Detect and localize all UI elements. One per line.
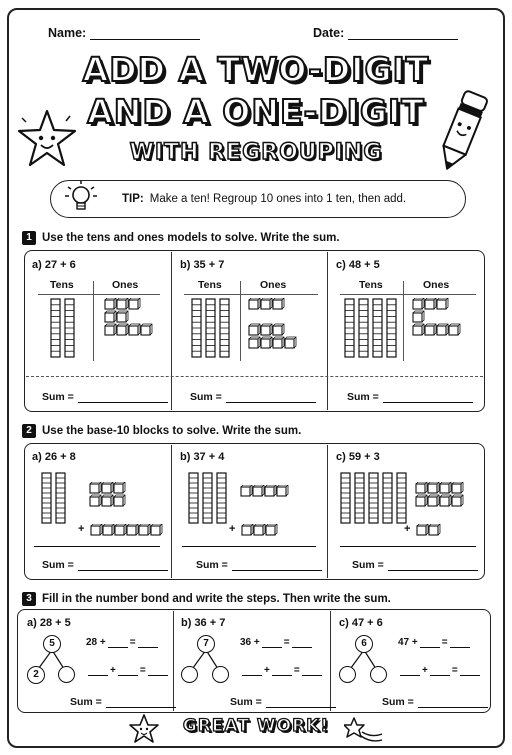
s2-a-tens-rods bbox=[41, 472, 71, 524]
unit-cube bbox=[129, 300, 138, 309]
footer-banner: GREAT WORK! bbox=[182, 716, 330, 736]
unit-cube bbox=[90, 484, 99, 493]
s1-c-ones-header: Ones bbox=[423, 279, 450, 291]
s1-c-tens-rods bbox=[344, 298, 402, 358]
date-label: Date: bbox=[313, 26, 345, 40]
s3-b-step-2-equals: = bbox=[293, 665, 300, 676]
s1-a-ones-blocks bbox=[104, 298, 164, 358]
section-1-instruction: Use the tens and ones models to solve. Write the sum. bbox=[42, 232, 340, 244]
s2-a-sum-label: Sum = bbox=[42, 559, 74, 571]
section-2-divider-1 bbox=[171, 445, 172, 578]
unit-cube bbox=[117, 326, 126, 335]
s3-b-step-1[interactable] bbox=[240, 637, 314, 648]
s3-b-bond-left[interactable] bbox=[181, 666, 198, 683]
s2-a-sum[interactable] bbox=[42, 559, 168, 571]
shooting-star-icon bbox=[344, 712, 384, 746]
s2-c-plus: + bbox=[404, 523, 411, 535]
unit-cube bbox=[102, 484, 111, 493]
unit-cube bbox=[425, 300, 434, 309]
s2-b-sum[interactable] bbox=[196, 559, 322, 571]
unit-cube bbox=[129, 326, 138, 335]
s2-b-plus: + bbox=[229, 523, 236, 535]
s3-c-bond-right[interactable] bbox=[370, 666, 387, 683]
s1-c-answer-line[interactable] bbox=[383, 402, 473, 403]
s3-c-answer-line[interactable] bbox=[418, 707, 488, 708]
s1-c-tens-header: Tens bbox=[359, 279, 383, 291]
unit-cube bbox=[416, 497, 425, 506]
s3-a-step-1[interactable] bbox=[86, 637, 160, 648]
s1-b-sum-label: Sum = bbox=[190, 391, 222, 403]
s2-b-added-ones bbox=[241, 524, 281, 538]
unit-cube bbox=[273, 326, 282, 335]
s3-c-bond-left[interactable] bbox=[339, 666, 356, 683]
s1-a-sum[interactable] bbox=[42, 391, 168, 403]
s3-b-bond-top: 7 bbox=[197, 635, 215, 653]
s3-a-step-1-text: 28 + bbox=[86, 637, 106, 648]
unit-cube bbox=[413, 313, 422, 322]
s3-c-step-2[interactable] bbox=[398, 665, 482, 676]
star-mascot-icon bbox=[16, 108, 78, 170]
s3-b-sum[interactable] bbox=[230, 696, 336, 708]
unit-cube bbox=[249, 326, 258, 335]
s3-b-step-1-equals: = bbox=[283, 637, 290, 648]
unit-cube bbox=[452, 484, 461, 493]
unit-cube bbox=[413, 300, 422, 309]
s2-b-sum-label: Sum = bbox=[196, 559, 228, 571]
s3-problem-a-label: a) 28 + 5 bbox=[27, 617, 71, 629]
s1-b-tens-header: Tens bbox=[198, 279, 222, 291]
s3-a-sum-label: Sum = bbox=[70, 696, 102, 708]
s2-a-plus: + bbox=[78, 523, 85, 535]
name-line[interactable] bbox=[90, 39, 200, 40]
title-line-2: AND A ONE-DIGIT bbox=[87, 92, 425, 131]
s1-c-sum-label: Sum = bbox=[347, 391, 379, 403]
s2-b-ones-blocks bbox=[240, 485, 290, 499]
unit-cube bbox=[261, 300, 270, 309]
unit-cube bbox=[102, 497, 111, 506]
s3-a-step-2[interactable] bbox=[86, 665, 170, 676]
unit-cube bbox=[437, 300, 446, 309]
unit-cube bbox=[127, 526, 136, 535]
date-line[interactable] bbox=[348, 39, 458, 40]
unit-cube bbox=[416, 484, 425, 493]
s2-a-answer-line[interactable] bbox=[78, 570, 168, 571]
s3-c-step-2-plus: + bbox=[422, 665, 428, 676]
unit-cube bbox=[428, 484, 437, 493]
s2-a-work-line[interactable] bbox=[34, 546, 160, 547]
section-3-instruction: Fill in the number bond and write the steps. Then write the sum. bbox=[42, 593, 391, 605]
unit-cube bbox=[115, 526, 124, 535]
section-2-number: 2 bbox=[22, 424, 36, 438]
s2-problem-c-label: c) 59 + 3 bbox=[336, 451, 380, 463]
unit-cube bbox=[141, 326, 150, 335]
unit-cube bbox=[139, 526, 148, 535]
s3-b-step-2[interactable] bbox=[240, 665, 324, 676]
unit-cube bbox=[105, 300, 114, 309]
section-2-heading bbox=[22, 424, 301, 438]
s2-c-added-ones bbox=[416, 524, 446, 538]
title-line-3: WITH REGROUPING bbox=[129, 140, 383, 165]
s1-a-table-line bbox=[38, 294, 160, 295]
unit-cube bbox=[273, 300, 282, 309]
unit-cube bbox=[429, 526, 438, 535]
s3-a-bond-right[interactable] bbox=[58, 666, 75, 683]
unit-cube bbox=[273, 339, 282, 348]
unit-cube bbox=[261, 326, 270, 335]
s1-a-tens-rods bbox=[50, 298, 80, 358]
title-line-1: ADD A TWO-DIGIT bbox=[82, 50, 430, 89]
s3-b-bond-right[interactable] bbox=[212, 666, 229, 683]
s3-b-answer-line[interactable] bbox=[266, 707, 336, 708]
s1-a-tens-header: Tens bbox=[50, 279, 74, 291]
section-1-heading bbox=[22, 231, 340, 245]
unit-cube bbox=[241, 487, 250, 496]
unit-cube bbox=[440, 484, 449, 493]
unit-cube bbox=[449, 326, 458, 335]
unit-cube bbox=[437, 326, 446, 335]
unit-cube bbox=[105, 313, 114, 322]
s3-a-step-2-plus: + bbox=[110, 665, 116, 676]
s3-a-step-1-equals: = bbox=[129, 637, 136, 648]
unit-cube bbox=[114, 484, 123, 493]
s2-c-answer-line[interactable] bbox=[388, 570, 478, 571]
tip-message: Make a ten! Regroup 10 ones into 1 ten, then add. bbox=[149, 193, 407, 205]
unit-cube bbox=[254, 526, 263, 535]
unit-cube bbox=[285, 339, 294, 348]
s3-c-sum[interactable] bbox=[382, 696, 488, 708]
s1-problem-a-label: a) 27 + 6 bbox=[32, 259, 76, 271]
unit-cube bbox=[105, 326, 114, 335]
section-2-instruction: Use the base-10 blocks to solve. Write the sum. bbox=[42, 425, 302, 437]
s1-problem-b-label: b) 35 + 7 bbox=[180, 259, 225, 271]
s1-c-table-line bbox=[340, 294, 476, 295]
s1-a-sum-label: Sum = bbox=[42, 391, 74, 403]
s3-a-step-2-equals: = bbox=[139, 665, 146, 676]
s3-a-bond-top: 5 bbox=[43, 635, 61, 653]
unit-cube bbox=[452, 497, 461, 506]
s3-problem-b-label: b) 36 + 7 bbox=[181, 617, 226, 629]
s2-problem-b-label: b) 37 + 4 bbox=[180, 451, 225, 463]
unit-cube bbox=[266, 526, 275, 535]
s3-c-step-1-equals: = bbox=[441, 637, 448, 648]
s3-b-step-1-text: 36 + bbox=[240, 637, 260, 648]
unit-cube bbox=[249, 339, 258, 348]
s2-b-answer-line[interactable] bbox=[232, 570, 322, 571]
s1-a-answer-line[interactable] bbox=[78, 402, 168, 403]
lightbulb-icon bbox=[60, 178, 102, 220]
unit-cube bbox=[114, 497, 123, 506]
tip-text bbox=[122, 193, 406, 205]
section-1-sum-divider bbox=[26, 376, 483, 377]
s1-a-ones-header: Ones bbox=[112, 279, 139, 291]
s1-c-sum[interactable] bbox=[347, 391, 473, 403]
s3-a-sum[interactable] bbox=[70, 696, 176, 708]
s3-a-bond-left[interactable]: 2 bbox=[27, 666, 45, 684]
name-label: Name: bbox=[48, 26, 87, 40]
section-3-heading bbox=[22, 592, 391, 606]
unit-cube bbox=[151, 526, 160, 535]
s1-b-tens-rods bbox=[191, 298, 235, 358]
s2-c-sum[interactable] bbox=[352, 559, 478, 571]
s2-a-added-ones bbox=[90, 524, 164, 538]
s1-b-ones-header: Ones bbox=[260, 279, 287, 291]
s1-problem-c-label: c) 48 + 5 bbox=[336, 259, 380, 271]
s2-problem-a-label: a) 26 + 8 bbox=[32, 451, 76, 463]
unit-cube bbox=[440, 497, 449, 506]
s3-b-sum-label: Sum = bbox=[230, 696, 262, 708]
s1-b-sum[interactable] bbox=[190, 391, 316, 403]
unit-cube bbox=[417, 526, 426, 535]
unit-cube bbox=[117, 300, 126, 309]
unit-cube bbox=[277, 487, 286, 496]
unit-cube bbox=[413, 326, 422, 335]
unit-cube bbox=[425, 326, 434, 335]
unit-cube bbox=[242, 526, 251, 535]
unit-cube bbox=[265, 487, 274, 496]
s3-c-sum-label: Sum = bbox=[382, 696, 414, 708]
unit-cube bbox=[103, 526, 112, 535]
s1-b-ones-blocks bbox=[248, 298, 318, 358]
section-1-divider-2 bbox=[327, 252, 328, 410]
section-2-divider-2 bbox=[327, 445, 328, 578]
s3-c-step-1-text: 47 + bbox=[398, 637, 418, 648]
s3-c-step-1[interactable] bbox=[398, 637, 472, 648]
s2-a-ones-blocks bbox=[89, 482, 139, 508]
s1-a-table-divider bbox=[93, 281, 94, 361]
s2-c-tens-rods bbox=[340, 472, 412, 524]
s2-b-tens-rods bbox=[188, 472, 232, 524]
s1-b-table-line bbox=[184, 294, 318, 295]
s3-b-step-2-plus: + bbox=[264, 665, 270, 676]
s3-a-answer-line[interactable] bbox=[106, 707, 176, 708]
unit-cube bbox=[91, 526, 100, 535]
date-field[interactable] bbox=[313, 26, 458, 40]
pencil-mascot-icon bbox=[428, 86, 498, 178]
unit-cube bbox=[90, 497, 99, 506]
section-1-number: 1 bbox=[22, 231, 36, 245]
s2-c-sum-label: Sum = bbox=[352, 559, 384, 571]
s3-c-bond-top: 6 bbox=[355, 635, 373, 653]
name-field[interactable] bbox=[48, 26, 200, 40]
unit-cube bbox=[428, 497, 437, 506]
s3-c-step-2-equals: = bbox=[451, 665, 458, 676]
s2-c-work-line[interactable] bbox=[340, 546, 476, 547]
s1-c-ones-blocks bbox=[412, 298, 476, 358]
unit-cube bbox=[253, 487, 262, 496]
section-1-divider-1 bbox=[171, 252, 172, 410]
unit-cube bbox=[261, 339, 270, 348]
section-3-number: 3 bbox=[22, 592, 36, 606]
s1-b-answer-line[interactable] bbox=[226, 402, 316, 403]
s1-c-table-divider bbox=[403, 281, 404, 361]
unit-cube bbox=[117, 313, 126, 322]
s1-b-table-divider bbox=[240, 281, 241, 361]
s2-b-work-line[interactable] bbox=[182, 546, 316, 547]
unit-cube bbox=[249, 300, 258, 309]
tip-label: TIP: bbox=[122, 193, 144, 205]
s2-c-ones-blocks bbox=[415, 482, 477, 508]
s3-problem-c-label: c) 47 + 6 bbox=[339, 617, 383, 629]
